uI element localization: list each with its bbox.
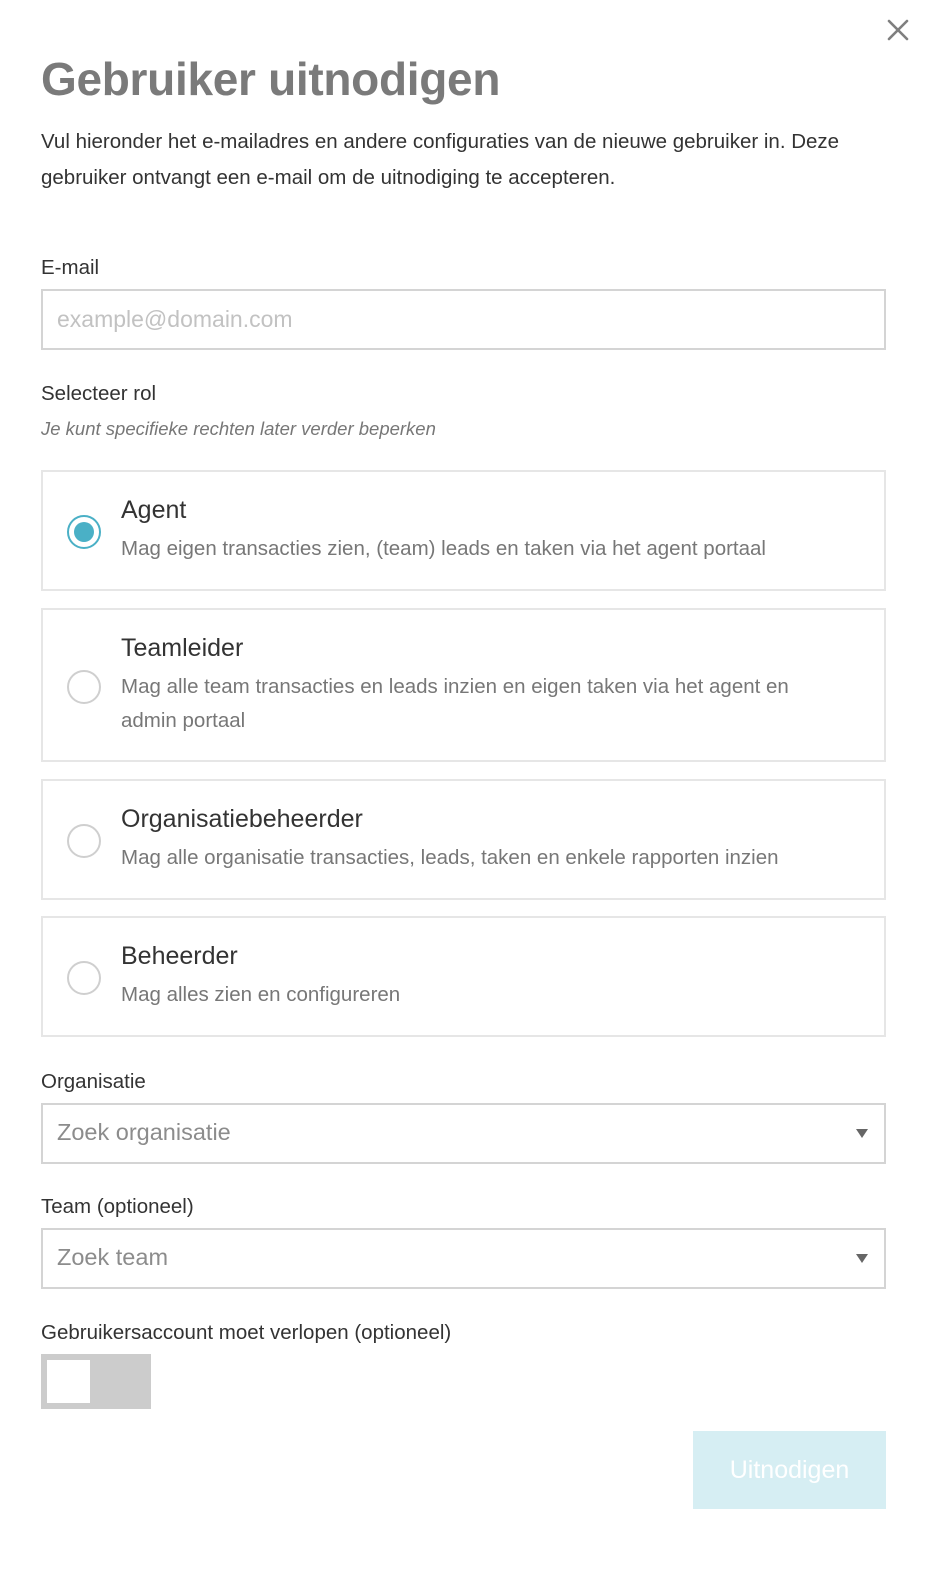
role-desc-beheerder: Mag alles zien en configureren (121, 983, 401, 1006)
role-option-organisatiebeheerder[interactable] (41, 779, 886, 900)
close-button[interactable] (884, 16, 912, 44)
radio-beheerder[interactable] (67, 961, 101, 995)
close-icon (884, 16, 912, 44)
organisation-select[interactable] (41, 1103, 886, 1164)
radio-organisatiebeheerder[interactable] (67, 824, 101, 858)
team-placeholder: Zoek team (57, 1244, 169, 1270)
team-select[interactable] (41, 1228, 886, 1289)
role-name-beheerder: Beheerder (121, 942, 238, 970)
modal-title: Gebruiker uitnodigen (41, 53, 501, 105)
chevron-down-icon (856, 1254, 868, 1264)
role-option-agent[interactable] (41, 470, 886, 591)
organisation-label: Organisatie (41, 1070, 146, 1093)
team-label: Team (optioneel) (41, 1195, 194, 1218)
role-name-teamleider: Teamleider (121, 634, 244, 662)
role-option-teamleider[interactable] (41, 608, 886, 762)
organisation-placeholder: Zoek organisatie (57, 1119, 231, 1145)
role-desc-organisatiebeheerder: Mag alle organisatie transacties, leads, taken en enkele rapporten inzien (121, 846, 779, 869)
role-option-beheerder[interactable] (41, 916, 886, 1037)
toggle-knob (47, 1360, 90, 1403)
chevron-down-icon (856, 1129, 868, 1139)
role-name-organisatiebeheerder: Organisatiebeheerder (121, 805, 363, 833)
expiry-label: Gebruikersaccount moet verlopen (optioneel) (41, 1321, 452, 1344)
email-label: E-mail (41, 256, 100, 279)
radio-agent[interactable] (67, 515, 101, 549)
role-desc-agent: Mag eigen transacties zien, (team) leads en taken via het agent portaal (121, 537, 766, 560)
expiry-toggle[interactable] (41, 1354, 151, 1409)
invite-button[interactable]: Uitnodigen (693, 1431, 886, 1509)
role-name-agent: Agent (121, 496, 187, 524)
radio-teamleider[interactable] (67, 670, 101, 704)
email-field[interactable] (41, 289, 886, 350)
role-label: Selecteer rol (41, 382, 157, 405)
modal-intro: Vul hieronder het e-mailadres en andere configuraties van de nieuwe gebruiker in. Deze gebruiker ontvangt een e-mail om de uitnodiging te accepteren. (41, 130, 840, 189)
role-hint: Je kunt specifieke rechten later verder beperken (41, 418, 436, 439)
role-desc-teamleider: Mag alle team transacties en leads inzien en eigen taken via het agent en admin portaal (121, 675, 789, 732)
